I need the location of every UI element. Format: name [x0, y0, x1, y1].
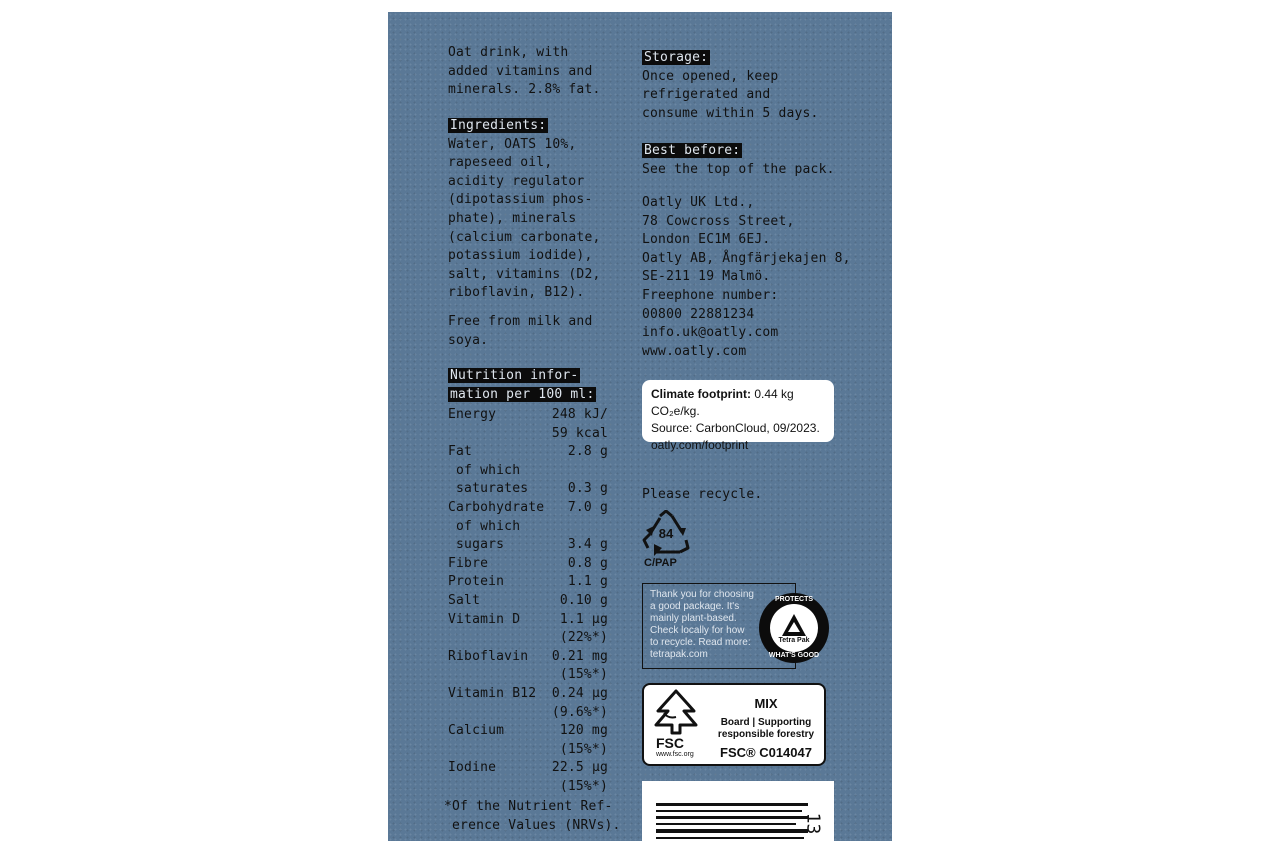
nutrient-label: Calcium: [448, 723, 505, 739]
ingredients-line: acidity regulator: [448, 173, 585, 189]
nutrient-label: saturates: [448, 481, 529, 497]
fsc-logo-text: FSC: [656, 735, 684, 751]
nutrition-row: [448, 406, 608, 425]
nutrition-heading-line: mation per 100 ml:: [450, 386, 595, 402]
climate-footprint-box: [642, 380, 834, 452]
nutrition-row: [448, 759, 608, 778]
nutrition-row: [448, 573, 608, 592]
best-before-text: See the top of the pack.: [642, 161, 835, 177]
nutrition-row: [448, 685, 608, 704]
nutrition-row: [448, 480, 608, 499]
tetrapak-text-line: Check locally for how: [650, 625, 745, 636]
nutrient-value: (9.6%*): [551, 704, 608, 720]
barcode-number: 13: [802, 812, 824, 835]
nutrient-value: 0.8 g: [567, 555, 608, 571]
nutrient-label: Riboflavin: [448, 648, 529, 664]
storage-section: [642, 49, 819, 123]
fsc-description-line: Board | Supporting: [720, 717, 812, 728]
nutrient-label: sugars: [448, 537, 505, 553]
tetrapak-badge-top: PROTECTS: [774, 596, 814, 603]
nutrition-row: [448, 666, 608, 685]
nutrient-value: 120 mg: [559, 723, 608, 739]
storage-line: consume within 5 days.: [642, 105, 819, 121]
ingredients-line: (dipotassium phos-: [448, 192, 593, 208]
recycle-text: Please recycle.: [642, 487, 763, 502]
address-line: Oatly AB, Ångfärjekajen 8,: [642, 250, 851, 266]
storage-line: refrigerated and: [642, 87, 771, 103]
nutrition-heading-line: Nutrition infor-: [450, 368, 579, 383]
nutrient-label: Vitamin D: [448, 611, 521, 627]
ingredients-line: rapeseed oil,: [448, 155, 553, 171]
fsc-mix-label: MIX: [754, 696, 778, 711]
tetrapak-badge-bottom: WHAT'S GOOD: [768, 652, 820, 659]
footnote-line: erence Values (NRVs).: [444, 817, 621, 833]
address-line: 78 Cowcross Street,: [642, 213, 795, 229]
storage-line: Once opened, keep: [642, 68, 779, 84]
address-line: Oatly UK Ltd.,: [642, 195, 755, 210]
free-from-statement: [448, 313, 592, 350]
address-line: SE-211 19 Malmö.: [642, 269, 771, 285]
product-description: [448, 44, 601, 100]
nutrient-value: 248 kJ/: [551, 407, 608, 422]
nutrient-value: (22%*): [559, 630, 608, 646]
nutrition-row: [448, 648, 608, 667]
ingredients-line: potassium iodide),: [448, 248, 593, 264]
climate-label: Climate footprint:: [651, 387, 751, 401]
nutrition-row: [448, 518, 608, 537]
nutrient-label: Iodine: [448, 760, 497, 776]
packaging-panel: [388, 12, 892, 841]
best-before-section: [642, 142, 835, 179]
nutrient-value: 0.21 mg: [551, 648, 608, 664]
nutrient-label: of which: [448, 462, 521, 478]
nutrition-row: [448, 536, 608, 555]
nutrient-label: of which: [448, 518, 521, 534]
nutrient-value: 22.5 µg: [551, 760, 608, 776]
ingredients-section: [448, 117, 601, 303]
nutrient-value: 7.0 g: [567, 500, 608, 515]
nutrient-label: Salt: [448, 593, 481, 608]
nutrition-row: [448, 462, 608, 481]
nutrient-value: 0.24 µg: [551, 686, 608, 701]
free-from-line: Free from milk and: [448, 314, 593, 329]
tetrapak-badge-brand: Tetra Pak: [778, 637, 810, 644]
nutrient-value: 2.8 g: [567, 444, 608, 460]
nutrient-label: Carbohydrate: [448, 500, 545, 515]
free-from-line: soya.: [448, 332, 489, 348]
nutrition-row: [448, 778, 608, 797]
recycle-symbol: [642, 510, 690, 570]
nutrient-value: 1.1 g: [567, 574, 608, 590]
company-address: [642, 194, 851, 361]
nutrition-row: [448, 704, 608, 723]
ingredients-line: riboflavin, B12).: [448, 285, 585, 301]
nutrient-label: Energy: [448, 407, 497, 422]
website-address: www.oatly.com: [642, 343, 747, 359]
fsc-url: www.fsc.org: [656, 751, 694, 758]
nutrient-label: Protein: [448, 574, 505, 590]
tetrapak-text-line: to recycle. Read more:: [650, 637, 751, 648]
tetrapak-text-line: tetrapak.com: [650, 649, 708, 660]
nutrient-value: 59 kcal: [551, 425, 608, 441]
address-line: Freephone number:: [642, 287, 779, 303]
nutrition-row: [448, 443, 608, 462]
nutrient-value: (15%*): [559, 667, 608, 683]
address-line: London EC1M 6EJ.: [642, 232, 771, 248]
ingredients-line: salt, vitamins (D2,: [448, 266, 601, 282]
nutrition-row: [448, 722, 608, 741]
nutrient-label: Fibre: [448, 555, 489, 571]
phone-number: 00800 22881234: [642, 306, 755, 322]
nutrition-row: [448, 629, 608, 648]
description-line: minerals. 2.8% fat.: [448, 82, 601, 98]
nutrition-row: [448, 611, 608, 630]
best-before-heading: Best before:: [644, 143, 741, 158]
nutrition-row: [448, 592, 608, 611]
ingredients-heading: Ingredients:: [450, 118, 547, 133]
nutrition-row: [448, 555, 608, 574]
nutrition-heading: [448, 367, 596, 404]
barcode: [642, 781, 834, 841]
fsc-tree-icon: [650, 689, 702, 735]
tetrapak-text-line: Thank you for choosing: [650, 589, 754, 600]
email-address: info.uk@oatly.com: [642, 325, 779, 341]
nutrient-label: Vitamin B12: [448, 686, 537, 701]
tetrapak-text-line: a good package. It's: [650, 601, 740, 612]
fsc-description-line: responsible forestry: [717, 729, 815, 740]
tetrapak-badge: [758, 592, 830, 664]
nutrient-label: Fat: [448, 444, 473, 460]
nutrition-row: [448, 499, 608, 518]
climate-value: 0.44 kg CO₂e/kg.: [651, 387, 794, 418]
nutrition-row: [448, 425, 608, 444]
recycle-code: 84: [658, 526, 674, 541]
nutrient-value: 0.10 g: [559, 593, 608, 608]
nutrition-row: [448, 741, 608, 760]
fsc-certification-box: [642, 683, 826, 766]
nutrition-table: [448, 406, 608, 806]
nutrient-value: (15%*): [559, 741, 608, 757]
ingredients-line: (calcium carbonate,: [448, 229, 601, 245]
climate-source: Source: CarbonCloud, 09/2023.: [651, 421, 820, 435]
nrv-footnote: [444, 798, 621, 835]
climate-link: oatly.com/footprint: [651, 438, 749, 452]
nutrient-value: 3.4 g: [567, 537, 608, 553]
storage-heading: Storage:: [644, 50, 709, 65]
nutrient-value: (15%*): [559, 779, 608, 794]
tetrapak-text-line: mainly plant-based.: [650, 613, 737, 624]
description-line: Oat drink, with: [448, 45, 569, 60]
ingredients-line: phate), minerals: [448, 210, 577, 226]
fsc-license-code: FSC® C014047: [720, 745, 812, 760]
nutrient-value: 0.3 g: [567, 481, 608, 497]
footnote-line: *Of the Nutrient Ref-: [444, 799, 613, 814]
description-line: added vitamins and: [448, 63, 593, 79]
recycle-material: C/PAP: [644, 557, 677, 569]
nutrient-value: 1.1 µg: [559, 611, 608, 627]
ingredients-line: Water, OATS 10%,: [448, 136, 577, 152]
